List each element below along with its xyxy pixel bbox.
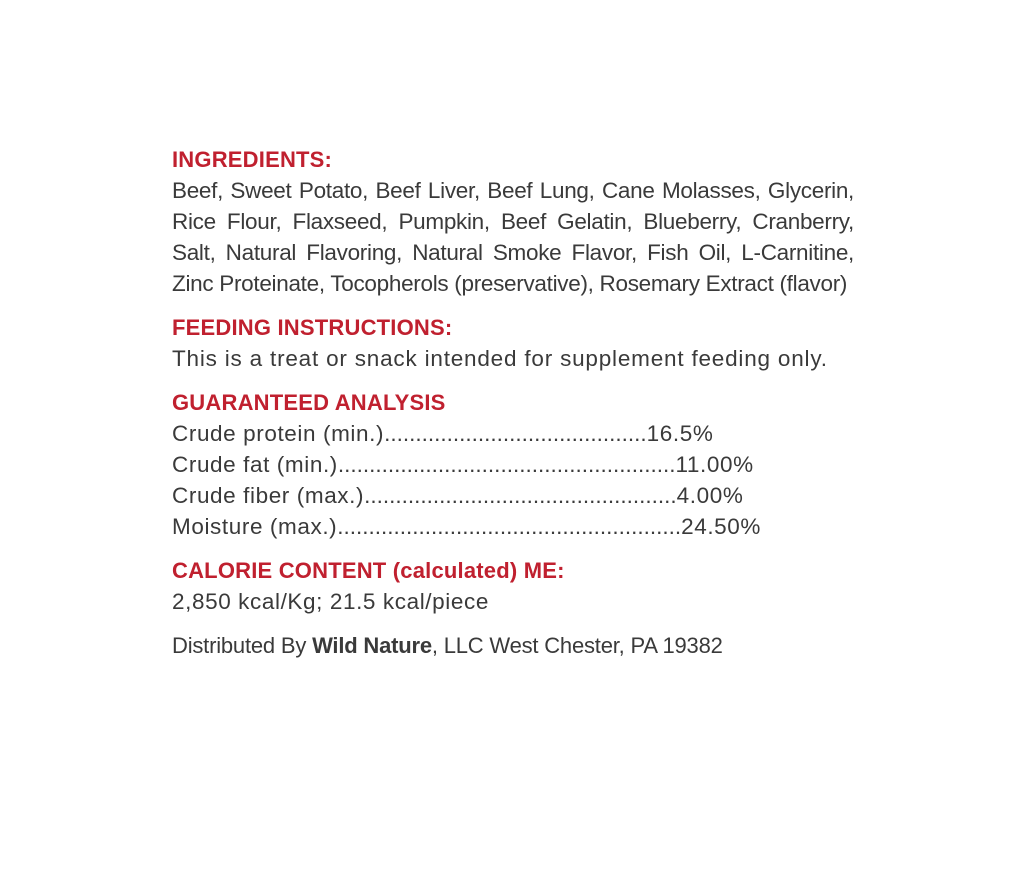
analysis-leader: ..........................................	[384, 421, 647, 446]
distributor-prefix: Distributed By	[172, 633, 313, 658]
analysis-row-fat	[172, 449, 854, 480]
feeding-text: This is a treat or snack intended for supplement feeding only.	[172, 346, 828, 371]
analysis-value: 24.50%	[681, 514, 762, 539]
ingredients-heading: INGREDIENTS:	[172, 147, 333, 172]
product-label-panel	[172, 145, 854, 661]
analysis-heading: GUARANTEED ANALYSIS	[172, 390, 446, 415]
analysis-leader: ..................................................	[364, 483, 677, 508]
analysis-value: 11.00%	[675, 452, 754, 477]
analysis-label: Crude fiber (max.)	[172, 483, 365, 508]
analysis-label: Crude protein (min.)	[172, 421, 385, 446]
ingredients-text: Beef, Sweet Potato, Beef Liver, Beef Lung, Cane Molasses, Glycerin, Rice Flour, Flaxseed, Pumpkin, Beef Gelatin, Blueberry, Cranberry, Salt, Natural Flavoring, Natural Smoke Flavor, Fish Oil, L-Carnitine, Zinc Proteinate, Tocopherols (preservative), Rosemary Extract (flavor)	[172, 178, 854, 296]
analysis-row-moisture	[172, 511, 854, 542]
analysis-leader: ......................................................	[337, 452, 676, 477]
analysis-value: 16.5%	[646, 421, 714, 446]
distributor-line	[172, 631, 854, 661]
analysis-leader: .......................................................	[337, 514, 682, 539]
calorie-section	[172, 556, 854, 617]
analysis-value: 4.00%	[676, 483, 744, 508]
calorie-text: 2,850 kcal/Kg; 21.5 kcal/piece	[172, 589, 489, 614]
analysis-label: Crude fat (min.)	[172, 452, 338, 477]
analysis-label: Moisture (max.)	[172, 514, 338, 539]
calorie-heading: CALORIE CONTENT (calculated) ME:	[172, 558, 565, 583]
distributor-brand: Wild Nature	[312, 633, 432, 658]
feeding-section	[172, 313, 854, 374]
ingredients-section	[172, 145, 854, 299]
feeding-heading: FEEDING INSTRUCTIONS:	[172, 315, 453, 340]
analysis-row-protein	[172, 418, 854, 449]
analysis-row-fiber	[172, 480, 854, 511]
analysis-section	[172, 388, 854, 542]
distributor-suffix: , LLC West Chester, PA 19382	[431, 633, 723, 658]
